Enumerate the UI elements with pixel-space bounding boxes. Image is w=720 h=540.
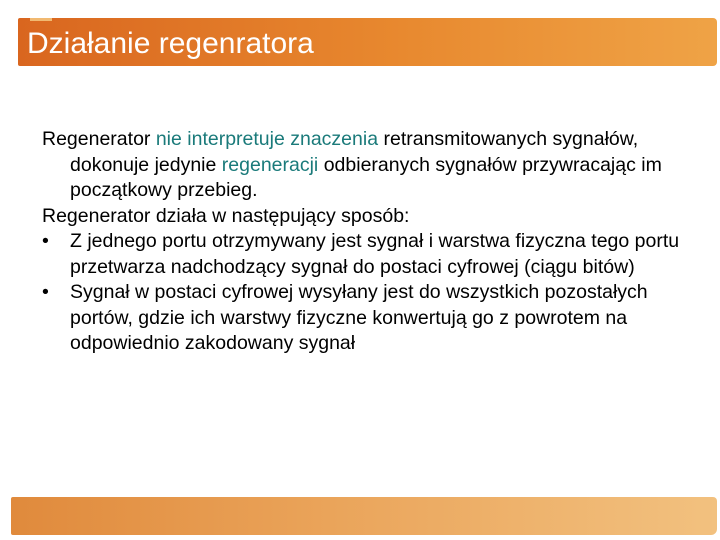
paragraph-text: retransmitowanych sygnałów, dokonuje jedynie bbox=[70, 128, 639, 176]
bullet-icon: • bbox=[42, 281, 49, 303]
title-bar-accent bbox=[30, 18, 52, 21]
paragraph-operation-intro: Regenerator działa w następujący sposób: bbox=[42, 204, 410, 227]
slide-title: Działanie regenratora bbox=[27, 27, 314, 60]
paragraph-text: odbieranych sygnałów przywracając im początkowy przebieg. bbox=[70, 153, 662, 201]
bullet-item bbox=[42, 229, 682, 280]
paragraph-regenerator-description bbox=[42, 127, 682, 204]
highlight-text: regeneracji bbox=[221, 153, 319, 176]
bullet-icon: • bbox=[42, 230, 49, 252]
paragraph-text: Regenerator bbox=[42, 128, 156, 150]
title-bar bbox=[18, 18, 717, 66]
footer-bar bbox=[11, 497, 717, 535]
bullet-text: Z jednego portu otrzymywany jest sygnał i warstwa fizyczna tego portu przetwarza nadchodzący sygnał do postaci cyfrowej (ciągu bitów) bbox=[70, 230, 680, 278]
bullet-text: Sygnał w postaci cyfrowej wysyłany jest do wszystkich pozostałych portów, gdzie ich warstwy fizyczne konwertują go z powrotem na odpowiednio zakodowany sygnał bbox=[70, 281, 648, 354]
bullet-item bbox=[42, 280, 682, 357]
highlight-text: nie interpretuje znaczenia bbox=[155, 128, 379, 150]
slide-content bbox=[42, 127, 682, 357]
